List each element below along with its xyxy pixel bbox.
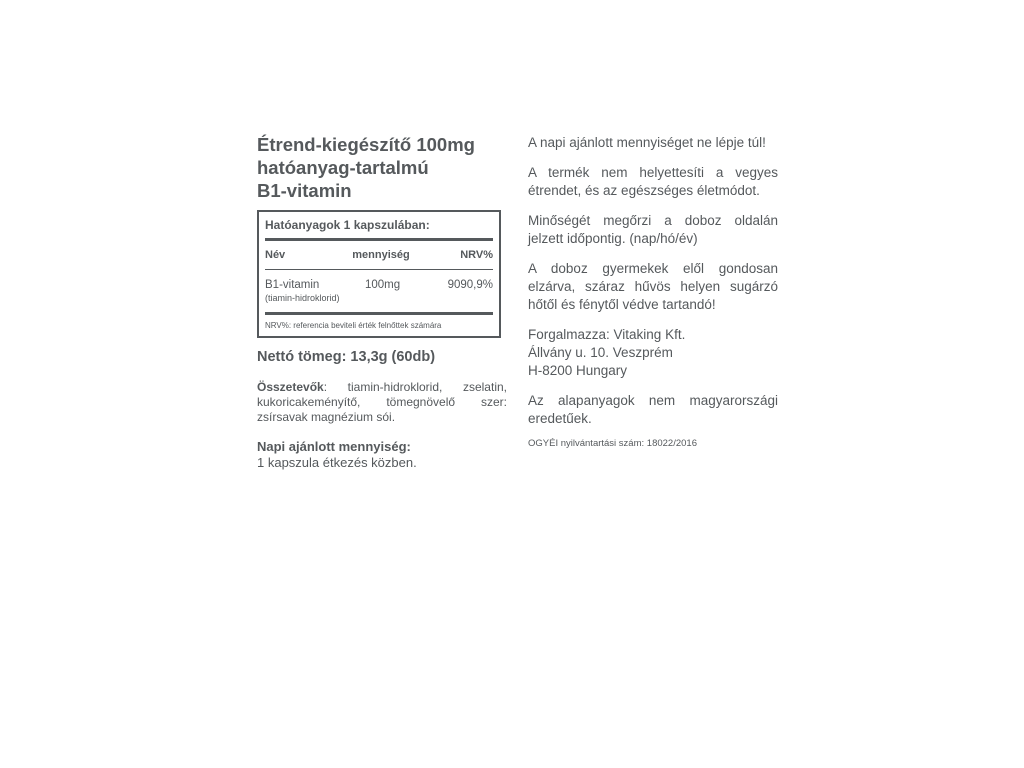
registration-number: OGYÉI nyilvántartási szám: 18022/2016	[528, 438, 697, 449]
column-headers	[265, 241, 493, 269]
ingredient-amount: 100mg	[365, 279, 401, 291]
shelf-life-text: Minőségét megőrzi a doboz oldalán jelzett időpontig. (nap/hó/év)	[528, 213, 778, 246]
left-column	[257, 133, 507, 471]
dosage-label: Napi ajánlott mennyiség:	[257, 439, 411, 454]
ingredient-nrv: 9090,9%	[447, 279, 493, 291]
distributor-line-1: Forgalmazza: Vitaking Kft.	[528, 327, 686, 342]
net-weight: Nettó tömeg: 13,3g (60db)	[257, 349, 436, 365]
right-column	[528, 134, 778, 450]
warning-text: A napi ajánlott mennyiséget ne lépje túl!	[528, 135, 766, 150]
product-title	[257, 133, 507, 202]
table-row	[265, 270, 493, 292]
ingredient-name: B1-vitamin	[265, 279, 320, 291]
title-line-3: B1-vitamin	[257, 180, 352, 201]
distributor	[528, 326, 778, 380]
origin-text: Az alapanyagok nem magyarországi eredetűek.	[528, 393, 778, 426]
title-line-1: Étrend-kiegészítő 100mg	[257, 134, 475, 155]
column-header-amount: mennyiség	[352, 249, 410, 261]
ingredients-label: Összetevők	[257, 380, 324, 394]
title-line-2: hatóanyag-tartalmú	[257, 157, 429, 178]
nutrition-table-header: Hatóanyagok 1 kapszulában:	[265, 218, 430, 232]
column-header-nrv: NRV%	[460, 249, 493, 261]
column-header-name: Név	[265, 249, 286, 261]
nutrition-table	[257, 210, 501, 338]
replacement-text: A termék nem helyettesíti a vegyes étrendet, és az egészséges életmódot.	[528, 165, 778, 198]
distributor-line-3: H-8200 Hungary	[528, 363, 628, 378]
nrv-footnote: NRV%: referencia beviteli érték felnőttek számára	[265, 321, 442, 330]
storage-text: A doboz gyermekek elől gondosan elzárva, száraz hűvös helyen sugárzó hőtől és fénytől védve tartandó!	[528, 261, 778, 312]
distributor-line-2: Állvány u. 10. Veszprém	[528, 345, 673, 360]
ingredient-subname: (tiamin-hidroklorid)	[265, 293, 340, 303]
dosage-text: 1 kapszula étkezés közben.	[257, 455, 417, 470]
ingredients	[257, 380, 507, 425]
ingredients-text: : tiamin-hidroklorid, zselatin, kukoricakeményítő, tömegnövelő szer: zsírsavak magnézium sói.	[257, 380, 507, 424]
